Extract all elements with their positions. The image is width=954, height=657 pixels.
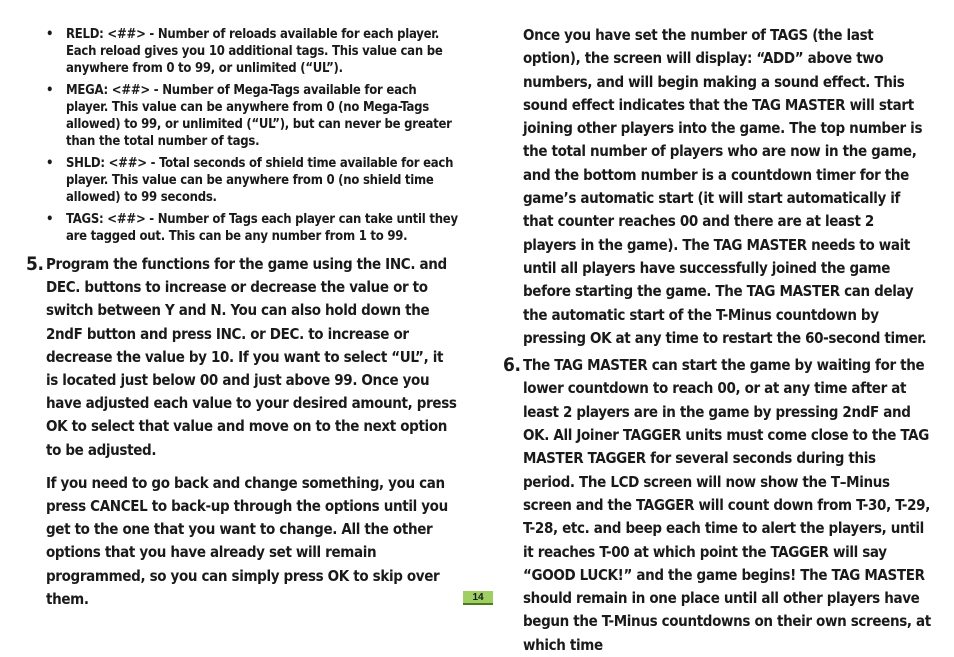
left-column	[26, 20, 458, 611]
right-column	[503, 24, 931, 657]
add-players-paragraph: Once you have set the number of TAGS (the last option), the screen will display: “ADD” above two numbers, and will begin making a sound effect. This sound effect indicates that the TAG MASTER will start joining other players into the game. The top number is the total number of players who are now in the game, and the bottom number is a countdown timer for the game’s automatic start (it will start automatically if that counter reaches 00 and there are at least 2 players in the game). The TAG MASTER needs to wait until all players have successfully joined the game before starting the game. The TAG MASTER can delay the automatic start of the T-Minus countdown by pressing OK at any time to restart the 60-second timer.	[523, 26, 927, 347]
bullet-icon: •	[46, 156, 54, 171]
bullet-icon: •	[46, 83, 54, 98]
option-shld: • SHLD: <##> - Total seconds of shield time available for each player. This value can be anywhere from 0 (no shield time allowed) to 99 seconds.	[46, 156, 454, 205]
step-5-paragraph-1: Program the functions for the game using the INC. and DEC. buttons to increase or decrease the value or to switch between Y and N. You can also hold down the 2ndF button and press INC. or DEC. to increase or decrease the value by 10. If you want to select “UL”, it is located just below 00 and just above 99. Once you have adjusted each value to your desired amount, press OK to select that value and move on to the next option to be adjusted.	[46, 255, 457, 459]
option-list	[26, 26, 458, 245]
step-5	[26, 253, 458, 611]
step-6	[503, 354, 931, 657]
bullet-icon: •	[46, 27, 54, 42]
bullet-icon: •	[46, 212, 54, 227]
page-number: 14	[463, 591, 493, 604]
step-number: 6.	[503, 354, 521, 377]
option-reld: • RELD: <##> - Number of reloads available for each player. Each reload gives you 10 additional tags. This value can be anywhere from 0 to 99, or unlimited (“UL”).	[46, 27, 443, 76]
option-tags: • TAGS: <##> - Number of Tags each player can take until they are tagged out. This can be any number from 1 to 99.	[46, 212, 458, 244]
step-number: 5.	[26, 253, 44, 275]
option-mega: • MEGA: <##> - Number of Mega-Tags available for each player. This value can be anywhere from 0 (no Mega-Tags allowed) to 99, or unlimited (“UL”), but can never be greater than the total number of tags.	[46, 83, 452, 149]
page-number-rule	[463, 603, 493, 605]
step-5-paragraph-2: If you need to go back and change something, you can press CANCEL to back-up through the options until you get to the one that you want to change. All the other options that you have already set will remain programmed, so you can simply press OK to skip over them.	[46, 473, 448, 608]
step-6-paragraph: The TAG MASTER can start the game by waiting for the lower countdown to reach 00, or at any time after at least 2 players are in the game by pressing 2ndF and OK. All Joiner TAGGER units must come close to the TAG MASTER TAGGER for several seconds during this period. The LCD screen will now show the T–Minus screen and the TAGGER will count down from T-30, T-29, T-28, etc. and beep each time to alert the players, until it reaches T-00 at which point the TAGGER will say “GOOD LUCK!” and the game begins! The TAG MASTER should remain in one place until all other players have begun the T-Minus countdowns on their own screens, at which time	[523, 356, 931, 654]
